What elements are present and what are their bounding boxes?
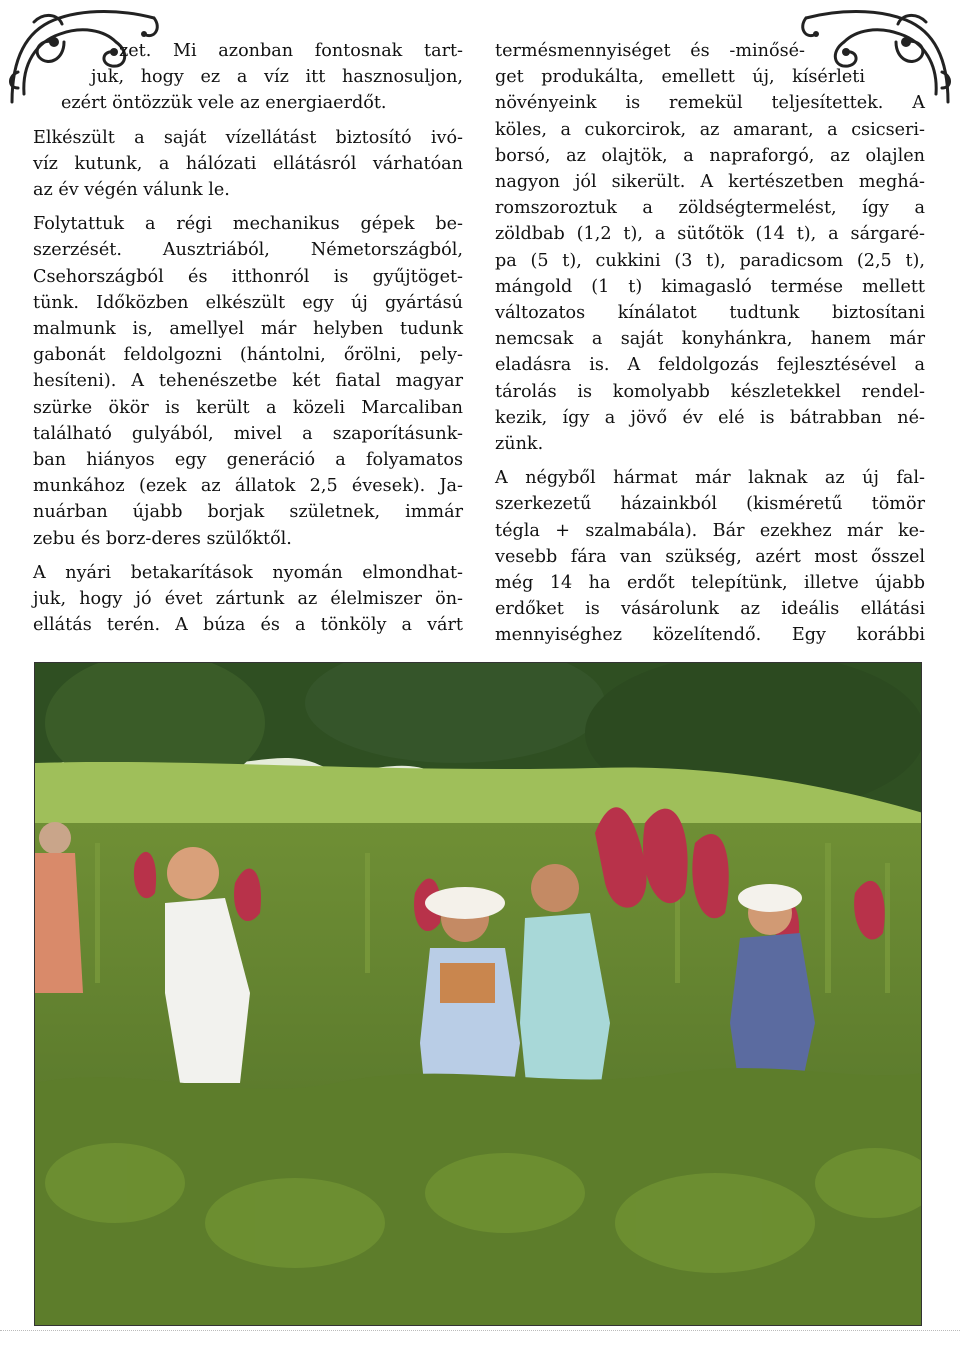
harvest-photo-image [35,663,922,1326]
text-line: köles, a cukorcirok, az amarant, a csicseri- [495,119,925,140]
text-line: juk, hogy jó évet zártunk az élelmiszer ön- [33,589,463,610]
text-line: gabonát feldolgozni (hántolni, őrölni, pely- [33,345,463,366]
text-line: zünk. [495,434,544,455]
right-text-column [495,38,925,649]
text-line: szerkezetű házainkból (kisméretű tömör [495,494,925,515]
text-line: mángold (1 t) kimagasló termése mellett [495,276,925,297]
text-line: munkához (ezek az állatok 2,5 évesek). Ja- [33,476,463,497]
text-line: változatos kínálatot tudtunk biztosítani [495,303,925,324]
text-line: A négyből hármat már laknak az új fal- [495,468,925,489]
text-line: nemcsak a saját konyhánkra, hanem már [495,329,925,350]
text-line: juk, hogy ez a víz itt hasznosuljon, [91,67,463,88]
text-line: kezik, így a jövő év elé is bátrabban né- [495,407,925,428]
text-line: ezért öntözzük vele az energiaerdőt. [61,93,387,114]
text-line: eladásra is. A feldolgozás fejlesztésével a [495,355,925,376]
paragraph [33,560,463,639]
text-line: borsó, az olajtök, a napraforgó, az olajlen [495,145,925,166]
text-line: szerzését. Ausztriából, Németországból, [33,240,463,261]
text-line: szürke ökör is került a közeli Marcaliban [33,397,463,418]
footer-divider [0,1330,960,1331]
text-line: Elkészült a saját vízellátást biztosító ivó- [33,127,463,148]
text-line: zebu és borz-deres szülőktől. [33,528,292,549]
text-line: növényeink is remekül teljesítettek. A [495,93,925,114]
text-line: tégla + szalmabála). Bár ezekhez már ke- [495,520,925,541]
paragraph [495,465,925,648]
text-line: Csehországból és itthonról is gyűjtöget- [33,266,463,287]
text-line: tünk. Időközben elkészült egy új gyártású [33,292,463,313]
text-line: zet. Mi azonban fontosnak tart- [119,41,463,61]
text-line: vesebb fára van szükség, azért most ősszel [495,546,925,567]
text-line: pa (5 t), cukkini (3 t), paradicsom (2,5 t), [495,250,925,271]
text-line: mennyiséghez közelítendő. Egy korábbi [495,625,925,646]
text-line: zöldbab (1,2 t), a sütőtök (14 t), a sárgaré- [495,224,925,245]
text-line: termésmennyiséget és -minősé- [495,41,805,61]
text-line: hesíteni). A tehenészetbe két fiatal magyar [33,371,463,392]
text-line: még 14 ha erdőt telepítünk, illetve újabb [495,573,925,594]
paragraph [33,125,463,204]
text-line: nagyon jól sikerült. A kertészetben meghá- [495,172,925,193]
text-line: nuárban újabb borjak születnek, immár [33,502,463,523]
harvest-photo [34,662,922,1326]
text-line: víz kutunk, a hálózati ellátásról várhatóan [33,153,463,174]
left-text-column [33,38,463,638]
text-line: ellátás terén. A búza és a tönköly a várt [33,615,463,636]
text-line: get produkálta, emellett új, kísérleti [495,67,865,88]
paragraph [495,38,925,457]
text-line: az év végén válunk le. [33,180,230,201]
paragraph [33,211,463,552]
text-line: tárolás is komolyabb készletekkel rendel- [495,381,925,402]
text-line: romszoroztuk a zöldségtermelést, így a [495,198,925,219]
text-line: erdőket is vásárolunk az ideális ellátási [495,599,925,620]
text-line: A nyári betakarítások nyomán elmondhat- [33,562,463,583]
text-line: ban hiányos egy generáció a folyamatos [33,450,463,471]
text-line: található gulyából, mivel a szaporításunk- [33,423,463,444]
text-line: malmunk is, amellyel már helyben tudunk [33,319,463,340]
text-line: Folytattuk a régi mechanikus gépek be- [33,214,463,235]
paragraph [33,38,463,117]
